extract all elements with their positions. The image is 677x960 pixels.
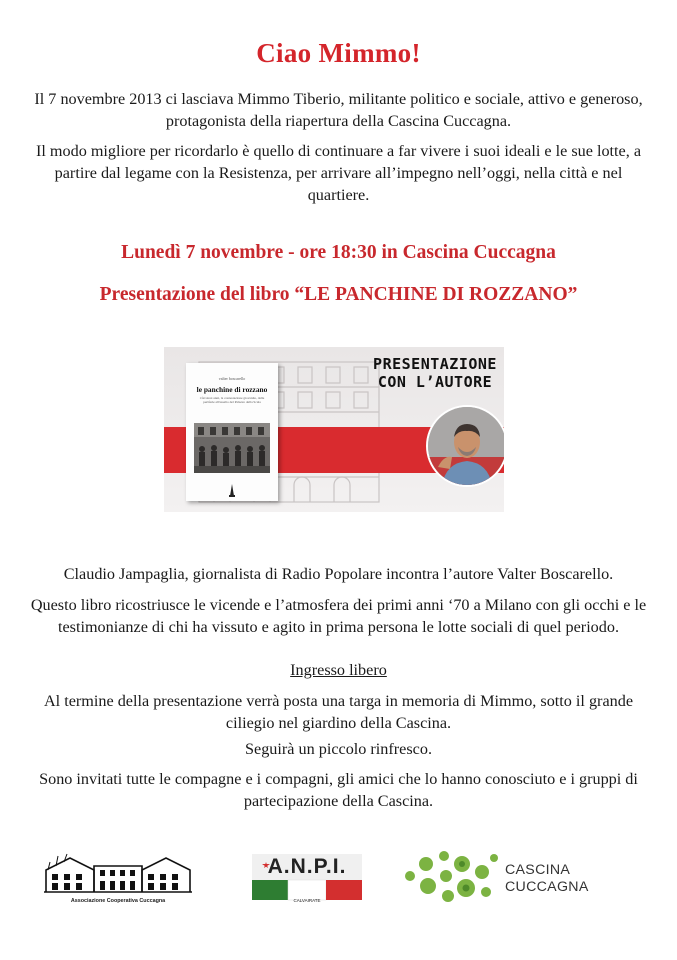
body-paragraph-1: Claudio Jampaglia, giornalista di Radio Popolare incontra l’autore Valter Boscarello. [63, 565, 614, 583]
body-paragraph-2: Questo libro ricostriusce le vicende e l’atmosfera dei primi anni ‘70 a Milano con gli occhi e le testimonianze di chi ha vissuto e agito in prima persona le lotte sociali di quel periodo. [30, 596, 647, 636]
intro-paragraph-1: Il 7 novembre 2013 ci lasciava Mimmo Tiberio, militante politico e sociale, attivo e generoso, protagonista della riapertura della Cascina Cuccagna. [34, 90, 643, 130]
event-datetime: Lunedì 7 novembre - ore 18:30 in Cascina Cuccagna [121, 242, 556, 263]
presentation-heading [370, 355, 500, 391]
presentation-heading-line2: CON L’AUTORE [377, 373, 493, 391]
cascina-line1: CASCINA [505, 862, 571, 878]
cascina-line2: CUCCAGNA [505, 879, 589, 895]
author-photo [426, 405, 504, 487]
publisher-logo-icon [228, 483, 236, 497]
body-paragraph-4: Seguirà un piccolo rinfresco. [245, 740, 432, 758]
sponsor-logos [0, 848, 677, 908]
event-book-title: Presentazione del libro “LE PANCHINE DI ROZZANO” [99, 284, 578, 305]
book-cover-photo [194, 423, 270, 473]
book-cover [186, 363, 278, 501]
page-title: Ciao Mimmo! [256, 38, 421, 68]
book-author: valter boscarello [218, 376, 246, 381]
cascina-cuccagna-dots-logo-icon [404, 848, 504, 904]
body-paragraph-5: Sono invitati tutte le compagne e i compagni, gli amici che lo hanno conosciuto e i gruppi di partecipazione della Cascina. [39, 770, 638, 810]
book-banner [164, 347, 504, 512]
cascina-cuccagna-wordmark [505, 862, 589, 896]
presentation-heading-line1: PRESENTAZIONE [373, 355, 497, 373]
anpi-wordmark: A.N.P.I. [267, 855, 347, 878]
book-title: le panchine di rozzano [196, 385, 268, 394]
association-caption: Associazione Cooperativa Cuccagna [70, 898, 166, 904]
body-paragraph-3: Al termine della presentazione verrà posta una targa in memoria di Mimmo, sotto il grande ciliegio nel giardino della Cascina. [43, 692, 634, 732]
book-subtitle: i favolosi anni, la contestazione giovanile, dalle periferie all'assalto del Palazzo della Scala [199, 396, 265, 404]
anpi-section-label: CALVAIRATE [293, 898, 321, 903]
intro-paragraph-2: Il modo migliore per ricordarlo è quello di continuare a far vivere i suoi ideali e le sue lotte, a partire dal legame con la Resistenza, per arrivare all’impegno nell’oggi, nella città e nel quartiere. [35, 142, 642, 204]
free-entry-label: Ingresso libero [290, 661, 387, 679]
